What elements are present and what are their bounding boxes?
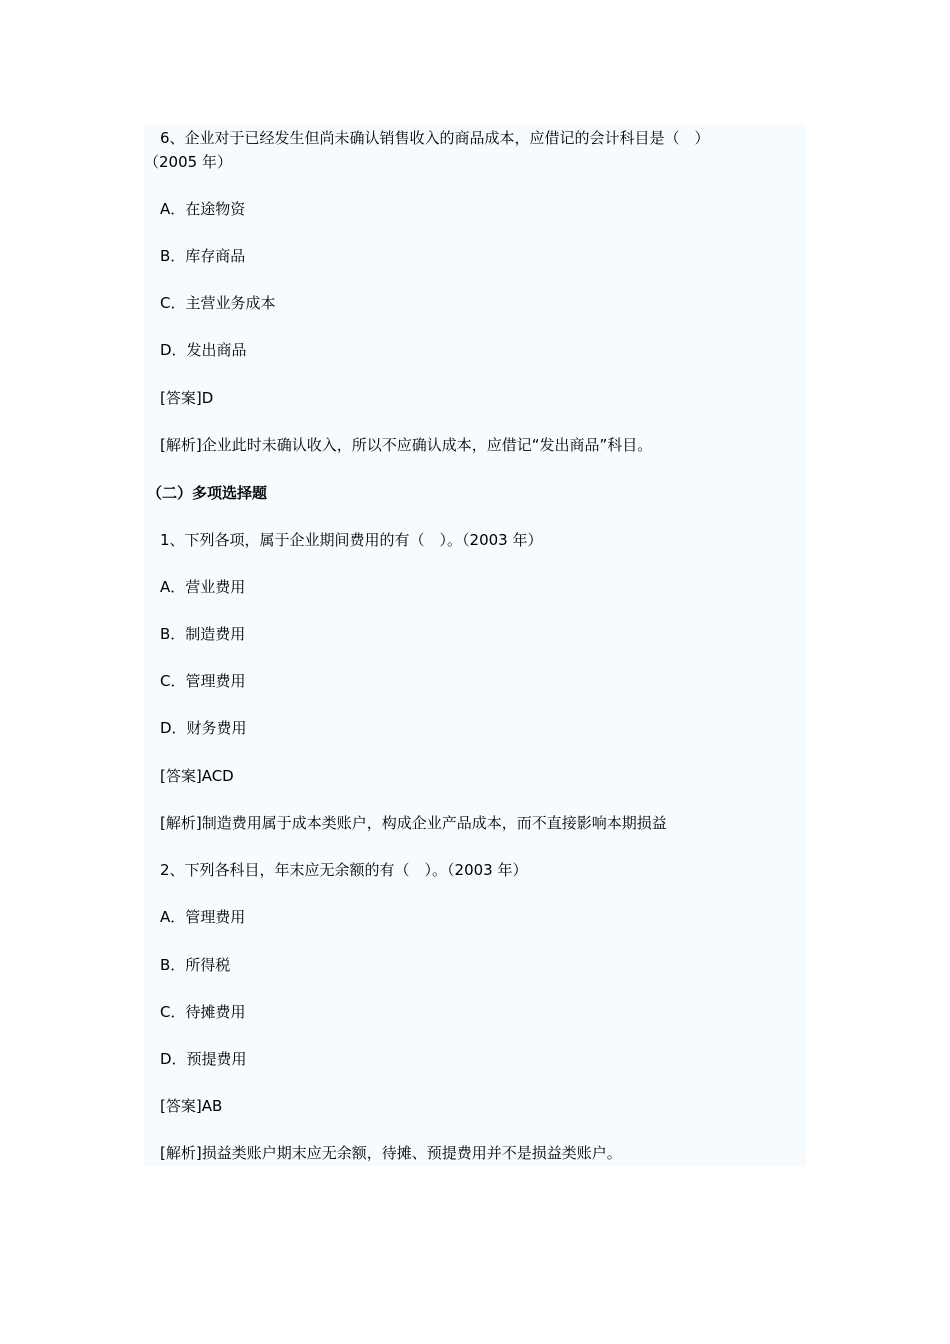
m1-stem: 1、下列各项，属于企业期间费用的有（ ）。（2003 年） bbox=[160, 531, 543, 549]
m2-option-a: A．管理费用 bbox=[160, 908, 246, 926]
q6-year: （2005 年） bbox=[144, 153, 232, 171]
m2-stem: 2、下列各科目，年末应无余额的有（ ）。（2003 年） bbox=[160, 861, 528, 879]
m1-option-c: C．管理费用 bbox=[160, 672, 246, 690]
section-heading: （二）多项选择题 bbox=[147, 484, 268, 502]
m1-option-a: A．营业费用 bbox=[160, 578, 246, 596]
m2-option-c: C．待摊费用 bbox=[160, 1003, 246, 1021]
q6-option-d: D．发出商品 bbox=[160, 341, 247, 359]
m1-option-b: B．制造费用 bbox=[160, 625, 246, 643]
m2-option-b: B．所得税 bbox=[160, 956, 231, 974]
m1-answer: [答案]ACD bbox=[160, 767, 234, 785]
q6-option-a: A．在途物资 bbox=[160, 200, 246, 218]
m2-analysis: [解析]损益类账户期末应无余额，待摊、预提费用并不是损益类账户。 bbox=[160, 1144, 622, 1162]
q6-answer: [答案]D bbox=[160, 389, 214, 407]
m2-answer: [答案]AB bbox=[160, 1097, 223, 1115]
m2-option-d: D．预提费用 bbox=[160, 1050, 247, 1068]
m1-option-d: D．财务费用 bbox=[160, 719, 247, 737]
q6-option-c: C．主营业务成本 bbox=[160, 294, 276, 312]
q6-stem: 6、企业对于已经发生但尚未确认销售收入的商品成本，应借记的会计科目是（ ） bbox=[160, 129, 710, 147]
q6-analysis: [解析]企业此时未确认收入，所以不应确认成本，应借记“发出商品”科目。 bbox=[160, 436, 653, 454]
q6-option-b: B．库存商品 bbox=[160, 247, 246, 265]
m1-analysis: [解析]制造费用属于成本类账户，构成企业产品成本，而不直接影响本期损益 bbox=[160, 814, 667, 832]
